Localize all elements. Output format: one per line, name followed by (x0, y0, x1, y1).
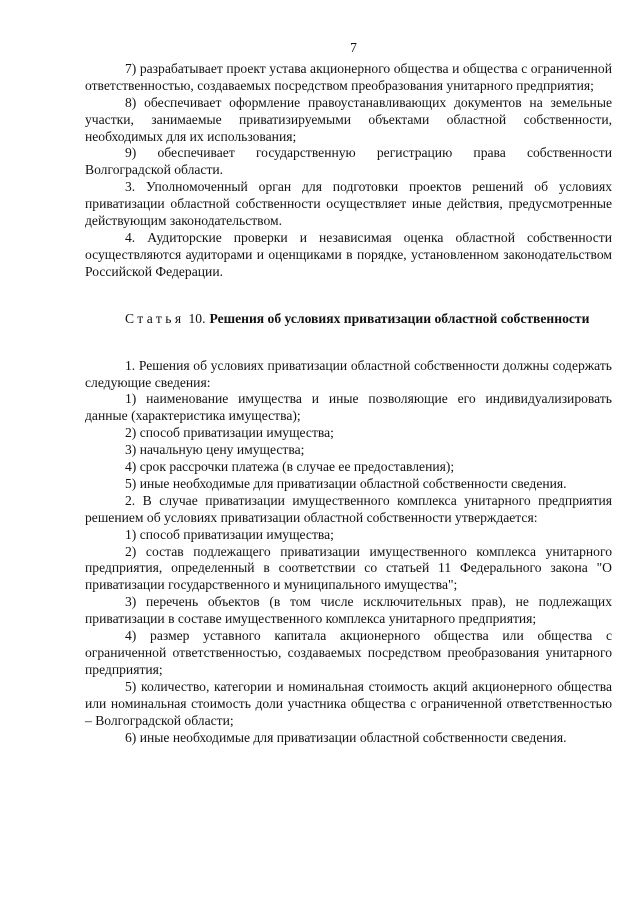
paragraph: 1) способ приватизации имущества; (125, 526, 334, 542)
paragraph: 5) количество, категории и номинальная стоимость акций акционерного общества или номинальная стоимость доли участника общества с ограниченной ответственностью – Волгоградской области; (85, 678, 612, 728)
paragraph: 3. Уполномоченный орган для подготовки проектов решений об условиях приватизации областной собственности осуществляет иные действия, предусмотренные действующим законодательством. (85, 179, 612, 229)
article-title-block (188, 311, 589, 328)
page-number: 7 (350, 40, 357, 55)
spacer (85, 342, 612, 358)
paragraph: 1. Решения об условиях приватизации областной собственности должны содержать следующие сведения: (85, 357, 612, 390)
paragraph: 3) начальную цену имущества; (125, 442, 305, 458)
paragraph: 3) перечень объектов (в том числе исключительных прав), не подлежащих приватизации в составе имущественного комплекса унитарного предприятия; (85, 594, 612, 627)
article-heading (85, 311, 612, 328)
paragraph: 2) способ приватизации имущества; (125, 425, 334, 441)
paragraph: 4) срок рассрочки платежа (в случае ее предоставления); (125, 459, 455, 475)
article-number: 10. (188, 310, 206, 326)
paragraph: 7) разрабатывает проект устава акционерного общества и общества с ограниченной ответственностью, создаваемых посредством преобразования унитарного предприятия; (85, 60, 612, 93)
paragraph: 4) размер уставного капитала акционерного общества или общества с ограниченной ответственностью, создаваемых посредством преобразования унитарного предприятия; (85, 628, 612, 677)
article-label: Статья (125, 310, 185, 326)
paragraph: 2) состав подлежащего приватизации имущественного комплекса унитарного предприятия, определенный в соответствии со статьей 11 Федерального закона "О приватизации государственного и муниципального имущества"; (85, 543, 612, 593)
paragraph: 9) обеспечивает государственную регистрацию права собственности Волгоградской области. (85, 145, 612, 178)
spacer (85, 281, 612, 297)
paragraph: 6) иные необходимые для приватизации областной собственности сведения. (125, 729, 567, 745)
article-title: Решения об условиях приватизации областной собственности (209, 310, 590, 326)
paragraph: 2. В случае приватизации имущественного комплекса унитарного предприятия решением об условиях приватизации областной собственности утверждается: (85, 492, 612, 525)
paragraph: 4. Аудиторские проверки и независимая оценка областной собственности осуществляются аудиторами и оценщиками в порядке, установленном законодательством Российской Федерации. (85, 229, 612, 279)
paragraph: 5) иные необходимые для приватизации областной собственности сведения. (125, 475, 567, 491)
paragraph: 8) обеспечивает оформление правоустанавливающих документов на земельные участки, занимаемые приватизируемыми объектами областной собственности, необходимых для их использования; (85, 94, 612, 144)
paragraph: 1) наименование имущества и иные позволяющие его индивидуализировать данные (характеристика имущества); (85, 391, 612, 424)
